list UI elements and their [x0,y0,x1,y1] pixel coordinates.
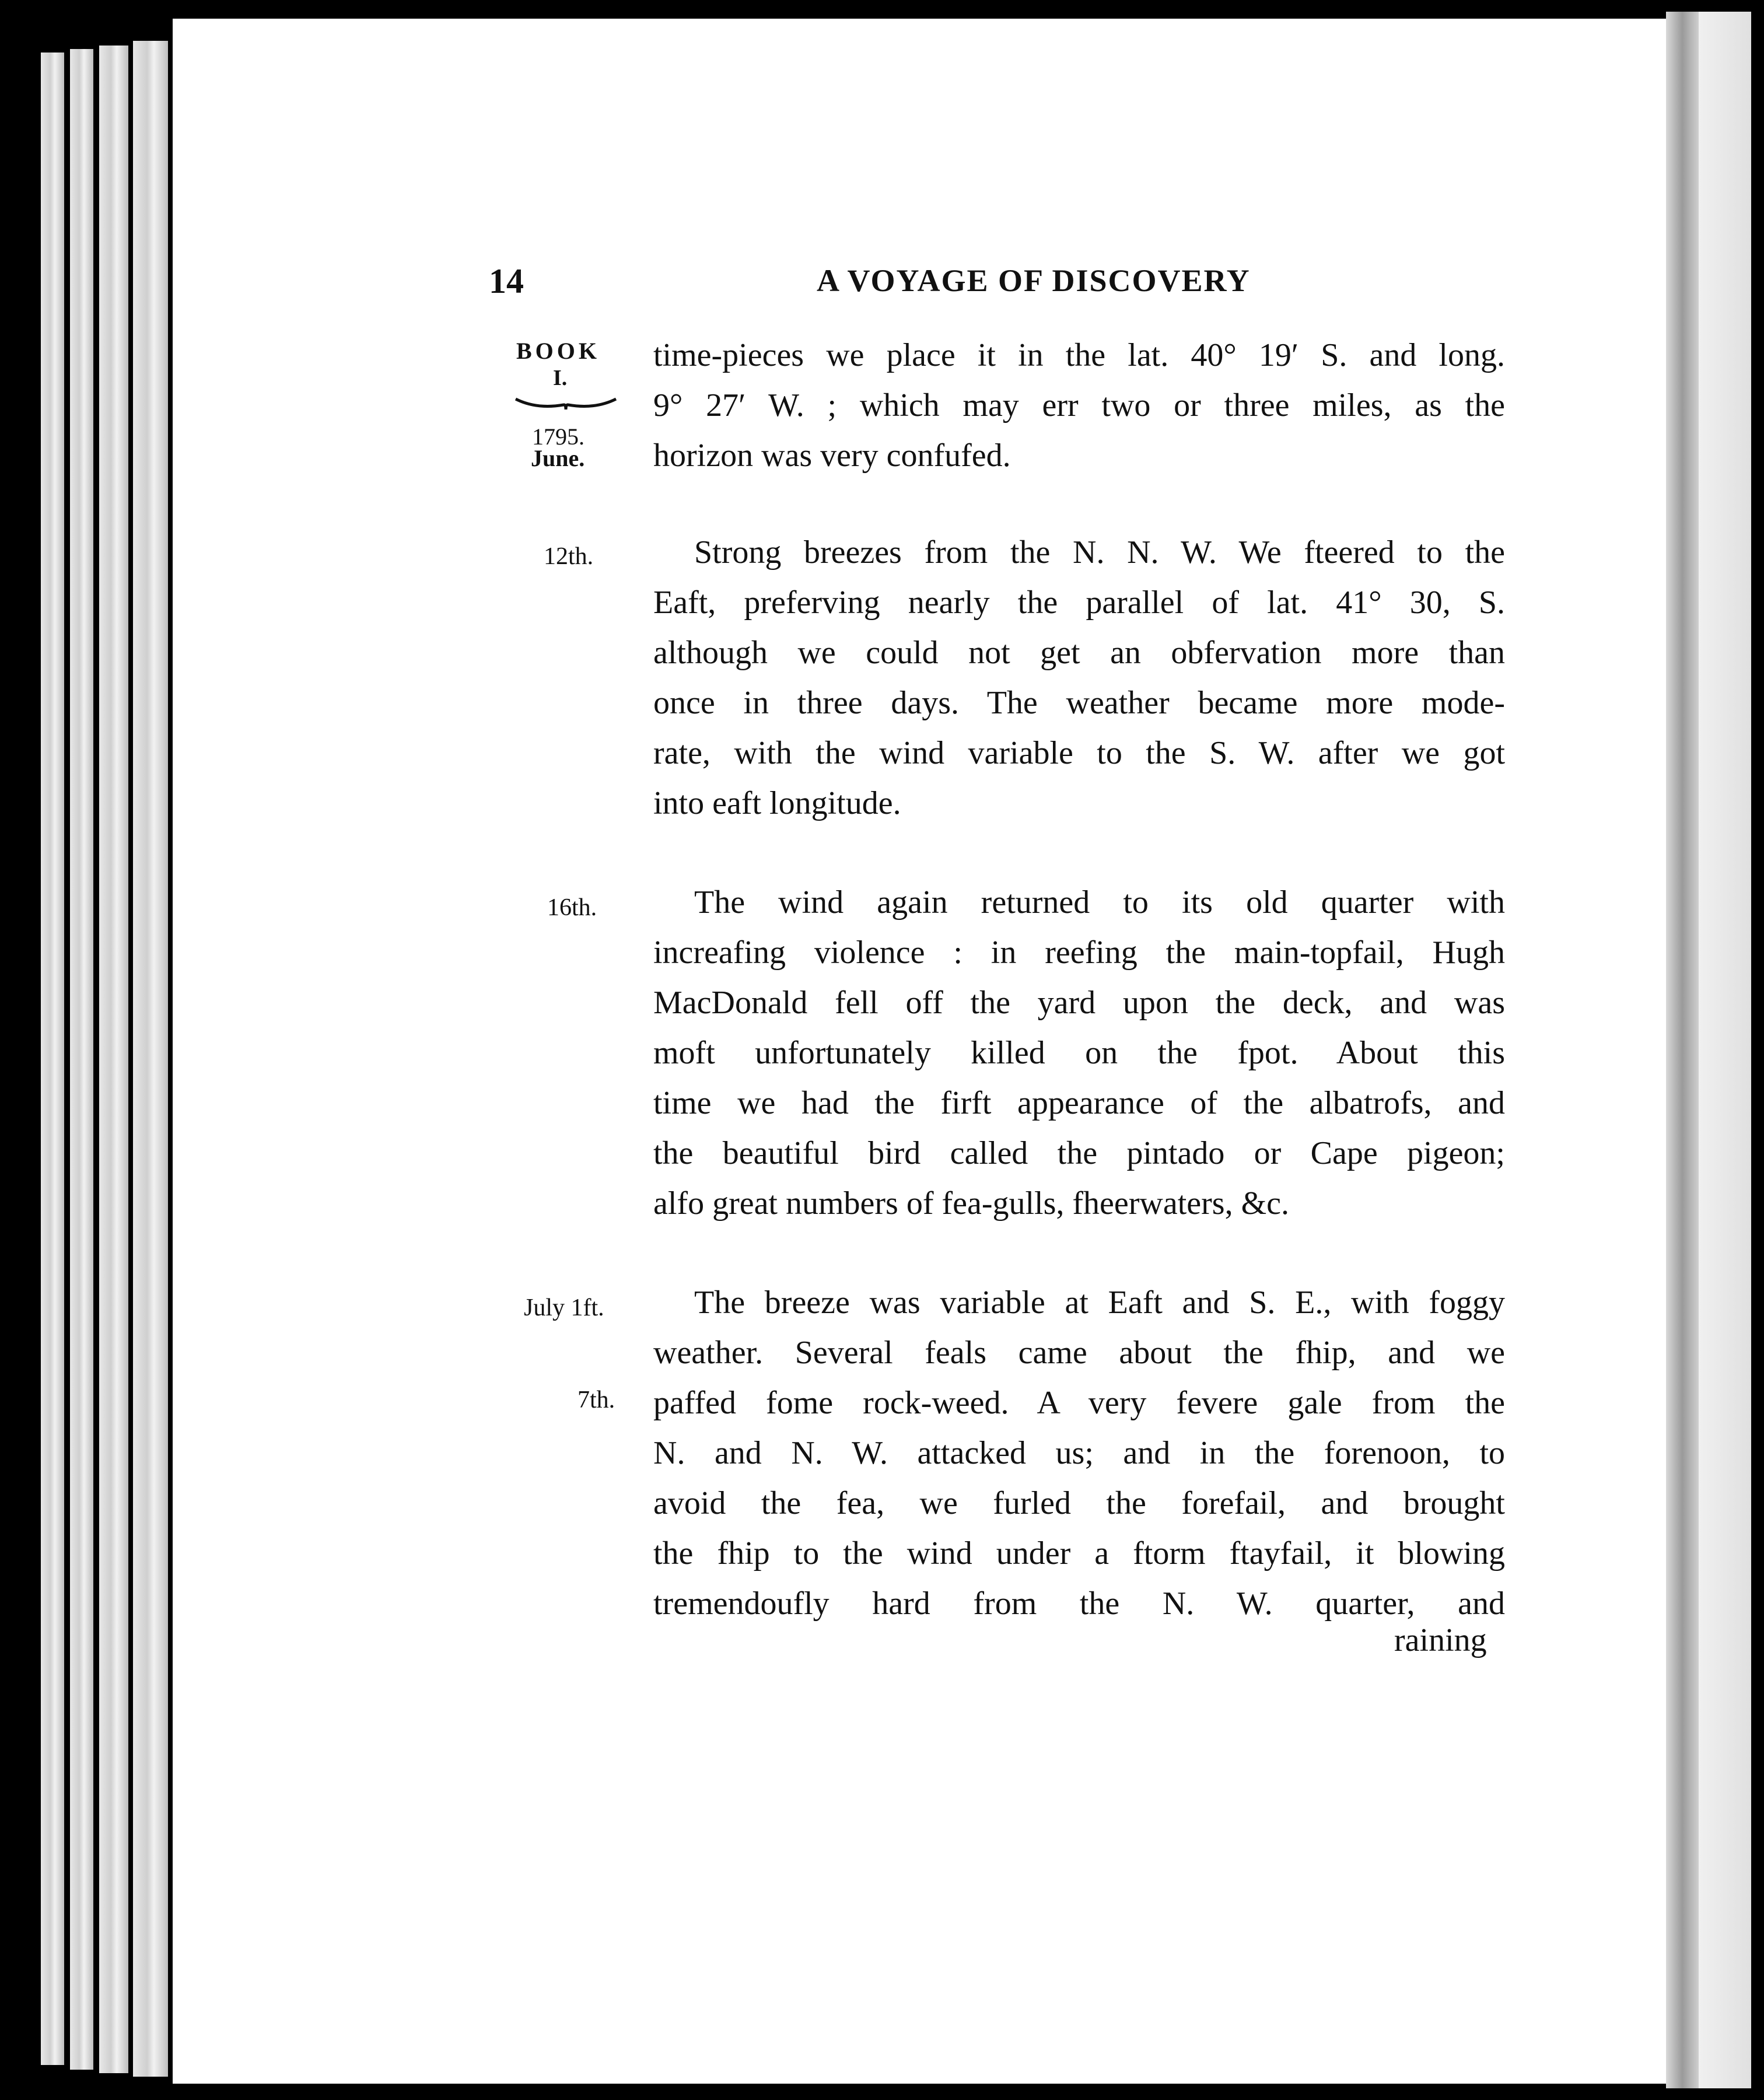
page-edge [133,41,168,2077]
text-line: Eaft, preferving nearly the parallel of lat. 41° 30, S. [653,584,1505,621]
text-line: MacDonald fell off the yard upon the deck, and was [653,985,1505,1021]
page-number: 14 [489,262,524,300]
text-line: paffed fome rock-weed. A very fevere gale from the [653,1385,1505,1421]
margin-month: June. [531,445,585,471]
brace-ornament [513,394,618,412]
text-line: time-pieces we place it in the lat. 40° 19′ S. and long. [653,337,1505,373]
margin-date-note: 12th. [544,543,594,570]
text-line: once in three days. The weather became more mode- [653,685,1505,721]
text-line: the beautiful bird called the pintado or Cape pigeon; [653,1135,1505,1171]
margin-year: 1795. [532,424,584,450]
paragraph [653,1278,1505,1629]
text-line: horizon was very confufed. [653,438,1011,474]
text-line: into eaft longitude. [653,785,901,821]
facing-page-edge [1699,12,1751,2088]
text-line: 9° 27′ W. ; which may err two or three miles, as the [653,387,1505,424]
text-line: increafing violence : in reefing the main-topfail, Hugh [653,935,1505,971]
text-line: rate, with the wind variable to the S. W. after we got [653,735,1505,771]
margin-book-label: BOOK [516,338,601,364]
page-edge [99,46,128,2073]
text-line: although we could not get an obfervation more than [653,635,1505,671]
text-line: moft unfortunately killed on the fpot. About this [653,1035,1505,1071]
margin-book-number: I. [553,366,568,390]
text-line: Strong breezes from the N. N. W. We fteered to the [694,534,1505,570]
text-line: avoid the fea, we furled the forefail, and brought [653,1485,1505,1521]
text-line: weather. Several feals came about the fhip, and we [653,1335,1505,1371]
text-line: time we had the firft appearance of the albatrofs, and [653,1085,1505,1121]
page-edge [70,49,93,2070]
text-line: The breeze was variable at Eaft and S. E., with foggy [694,1284,1505,1321]
text-line: alfo great numbers of fea-gulls, fheerwaters, &c. [653,1185,1289,1222]
margin-date-note: 7th. [578,1387,615,1413]
paragraph [653,877,1505,1228]
catchword: raining [1394,1622,1487,1658]
running-title: A VOYAGE OF DISCOVERY [817,263,1251,298]
paragraph [653,330,1505,481]
margin-date-note: 16th. [547,894,597,921]
text-line: the fhip to the wind under a ftorm ftayfail, it blowing [653,1535,1505,1572]
margin-date-note: July 1ft. [524,1294,604,1321]
text-line: N. and N. W. attacked us; and in the forenoon, to [653,1435,1505,1471]
paragraph [653,527,1505,828]
binding-gutter [1666,12,1699,2088]
text-line: The wind again returned to its old quarter with [694,884,1505,921]
text-line: tremendoufly hard from the N. W. quarter, and [653,1586,1505,1622]
page-edge [41,52,64,2065]
